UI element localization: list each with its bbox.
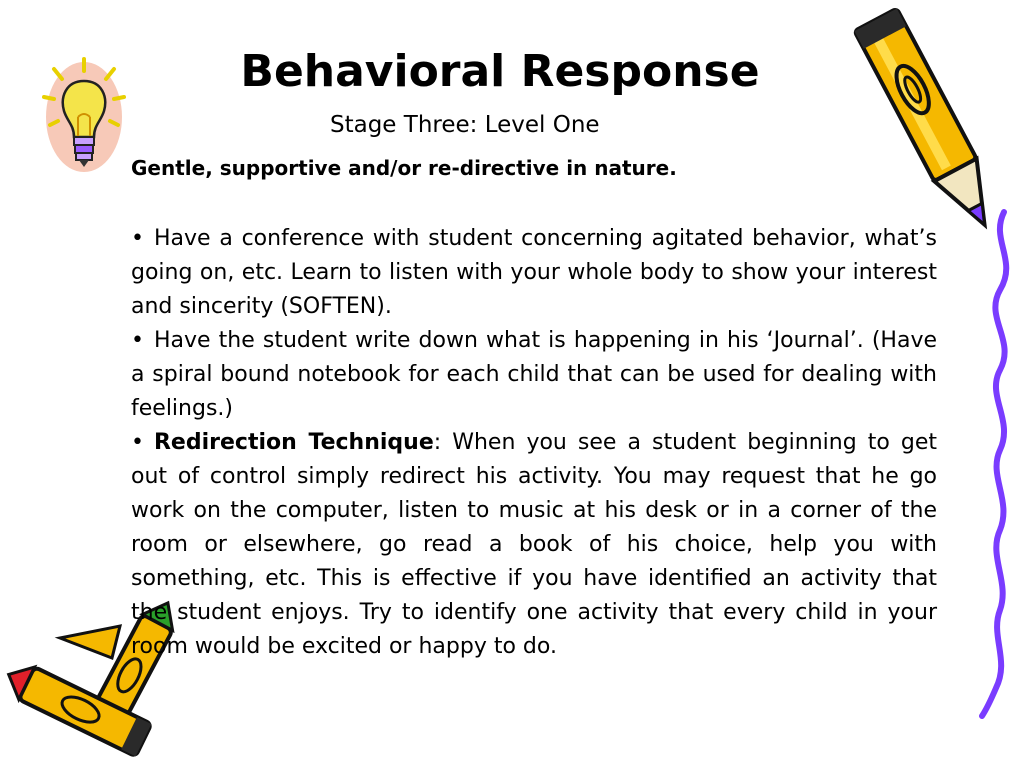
slide-title: Behavioral Response: [240, 46, 760, 97]
pencil-icon: [855, 0, 1005, 245]
bullet-marker: •: [131, 226, 144, 251]
bullet-text: Have the student write down what is happening in his ‘Journal’. (Have a spiral bound notebook for each child that can be used for dealing with feelings.): [131, 328, 937, 421]
squiggle-line: [960, 210, 1024, 720]
slide-subtitle: Stage Three: Level One: [330, 112, 600, 138]
bullet-lead: Redirection Technique: [153, 430, 434, 455]
bullet-marker: •: [131, 430, 144, 455]
bullet-separator: :: [433, 430, 442, 455]
list-item: [131, 426, 937, 664]
list-item: [131, 324, 937, 426]
bullet-text: Have a conference with student concerning agitated behavior, what’s going on, etc. Learn to listen with your whole body to show your interest and sincerity (SOFTEN).: [131, 226, 937, 319]
bullet-list: [131, 222, 937, 664]
intro-text: Gentle, supportive and/or re-directive in nature.: [131, 156, 677, 180]
bullet-text: When you see a student beginning to get out of control simply redirect his activity. You may request that he go work on the computer, listen to music at his desk or in a corner of the room or elsewhere, go read a book of his choice, help you with something, etc. This is effective if you have identified an activity that the student enjoys. Try to identify one activity that every child in your room would be excited or happy to do.: [131, 430, 937, 659]
bullet-marker: •: [131, 328, 144, 353]
list-item: [131, 222, 937, 324]
